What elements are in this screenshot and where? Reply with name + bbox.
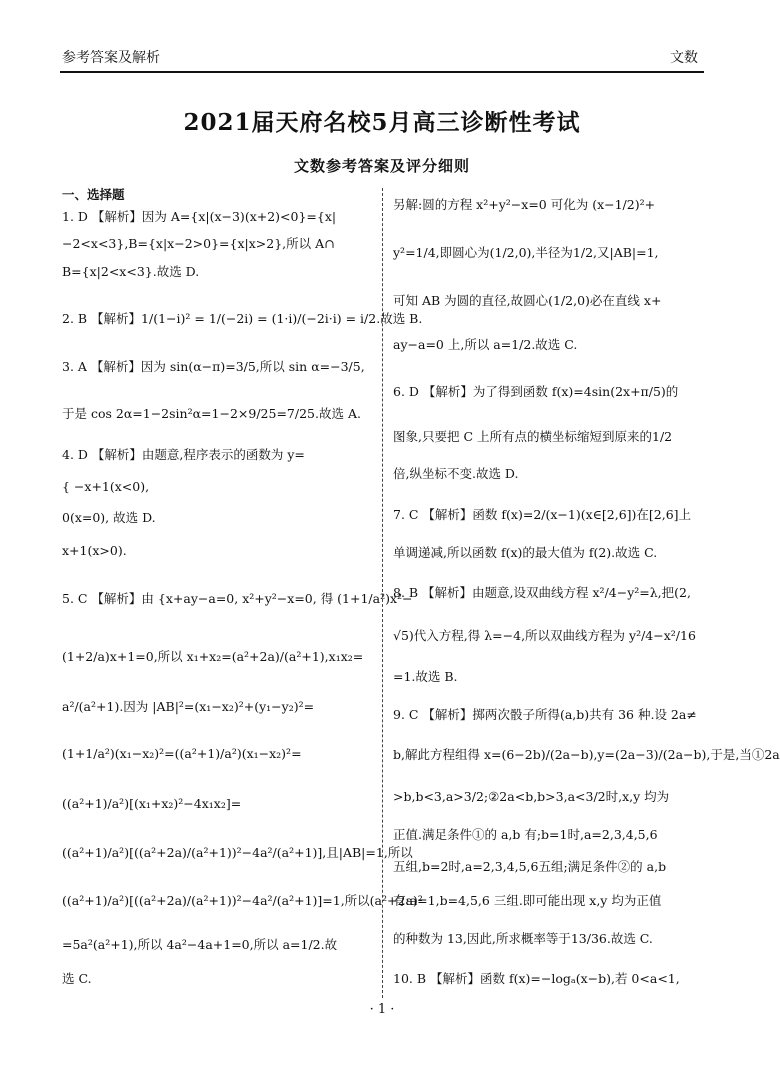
text-line: 另解:圆的方程 x²+y²−x=0 可化为 (x−1/2)²+ [393,197,656,212]
text-line: 可知 AB 为圆的直径,故圆心(1/2,0)必在直线 x+ [393,293,662,308]
section-heading: 一、选择题 [62,187,125,202]
text-line: 2. B 【解析】1/(1−i)² = 1/(−2i) = (1·i)/(−2i·i) = i/2.故选 B. [62,311,423,326]
text-line: 6. D 【解析】为了得到函数 f(x)=4sin(2x+π/5)的 [393,384,679,399]
text-line: 正值.满足条件①的 a,b 有;b=1时,a=2,3,4,5,6 [393,827,658,842]
text-line: B={x|2<x<3}.故选 D. [62,264,200,279]
text-line: 于是 cos 2α=1−2sin²α=1−2×9/25=7/25.故选 A. [62,406,361,421]
text-line: 单调递减,所以函数 f(x)的最大值为 f(2).故选 C. [393,545,658,560]
text-line: =5a²(a²+1),所以 4a²−4a+1=0,所以 a=1/2.故 [62,937,338,952]
text-line: 5. C 【解析】由 {x+ay−a=0, x²+y²−x=0, 得 (1+1/a²)x²− [62,591,413,606]
text-line: { −x+1(x<0), [62,479,150,494]
text-line: ((a²+1)/a²)[(x₁+x₂)²−4x₁x₂]= [62,796,242,811]
header-rule [60,71,704,73]
text-line: b,解此方程组得 x=(6−2b)/(2a−b),y=(2a−3)/(2a−b),于是,当①2a [393,747,780,762]
text-line: >b,b<3,a>3/2;②2a<b,b>3,a<3/2时,x,y 均为 [393,789,670,804]
text-line: 图象,只要把 C 上所有点的横坐标缩短到原来的1/2 [393,429,673,444]
text-line: ((a²+1)/a²)[((a²+2a)/(a²+1))²−4a²/(a²+1)],且|AB|=1,所以 [62,845,413,860]
text-line: 4. D 【解析】由题意,程序表示的函数为 y= [62,447,305,462]
text-line: a²/(a²+1).因为 |AB|²=(x₁−x₂)²+(y₁−y₂)²= [62,699,315,714]
page-subtitle: 文数参考答案及评分细则 [293,157,470,175]
text-line: =1.故选 B. [393,669,458,684]
text-line: y²=1/4,即圆心为(1/2,0),半径为1/2,又|AB|=1, [393,245,659,260]
text-line: 10. B 【解析】函数 f(x)=−logₐ(x−b),若 0<a<1, [393,971,680,986]
text-line: √5)代入方程,得 λ=−4,所以双曲线方程为 y²/4−x²/16 [393,628,696,643]
text-line: x+1(x>0). [62,543,127,558]
text-line: 的种数为 13,因此,所求概率等于13/36.故选 C. [393,931,653,946]
text-line: 选 C. [62,971,92,986]
text-line: 8. B 【解析】由题意,设双曲线方程 x²/4−y²=λ,把(2, [393,585,691,600]
page-title: 2021届天府名校5月高三诊断性考试 [183,109,581,136]
text-line: ((a²+1)/a²)[((a²+2a)/(a²+1))²−4a²/(a²+1)]=1,所以(a²+2a)² [62,893,423,908]
header-left: 参考答案及解析 [62,50,160,66]
header-right: 文数 [670,50,698,66]
text-line: 倍,纵坐标不变.故选 D. [393,466,519,481]
text-line: (1+2/a)x+1=0,所以 x₁+x₂=(a²+2a)/(a²+1),x₁x₂= [62,649,364,664]
text-line: 0(x=0), 故选 D. [62,510,156,525]
text-line: 有:a=1,b=4,5,6 三组.即可能出现 x,y 均为正值 [393,893,662,908]
text-line: 7. C 【解析】函数 f(x)=2/(x−1)(x∈[2,6])在[2,6]上 [393,507,692,522]
text-line: 3. A 【解析】因为 sin(α−π)=3/5,所以 sin α=−3/5, [62,359,365,374]
text-line: 1. D 【解析】因为 A={x|(x−3)(x+2)<0}={x| [62,209,337,224]
text-line: 五组,b=2时,a=2,3,4,5,6五组;满足条件②的 a,b [393,859,667,874]
text-line: (1+1/a²)(x₁−x₂)²=((a²+1)/a²)(x₁−x₂)²= [62,746,302,761]
page-number: · 1 · [369,1002,395,1017]
text-line: 9. C 【解析】掷两次骰子所得(a,b)共有 36 种.设 2a≠ [393,707,697,722]
text-line: −2<x<3},B={x|x−2>0}={x|x>2},所以 A∩ [62,236,335,251]
text-line: ay−a=0 上,所以 a=1/2.故选 C. [393,337,578,352]
